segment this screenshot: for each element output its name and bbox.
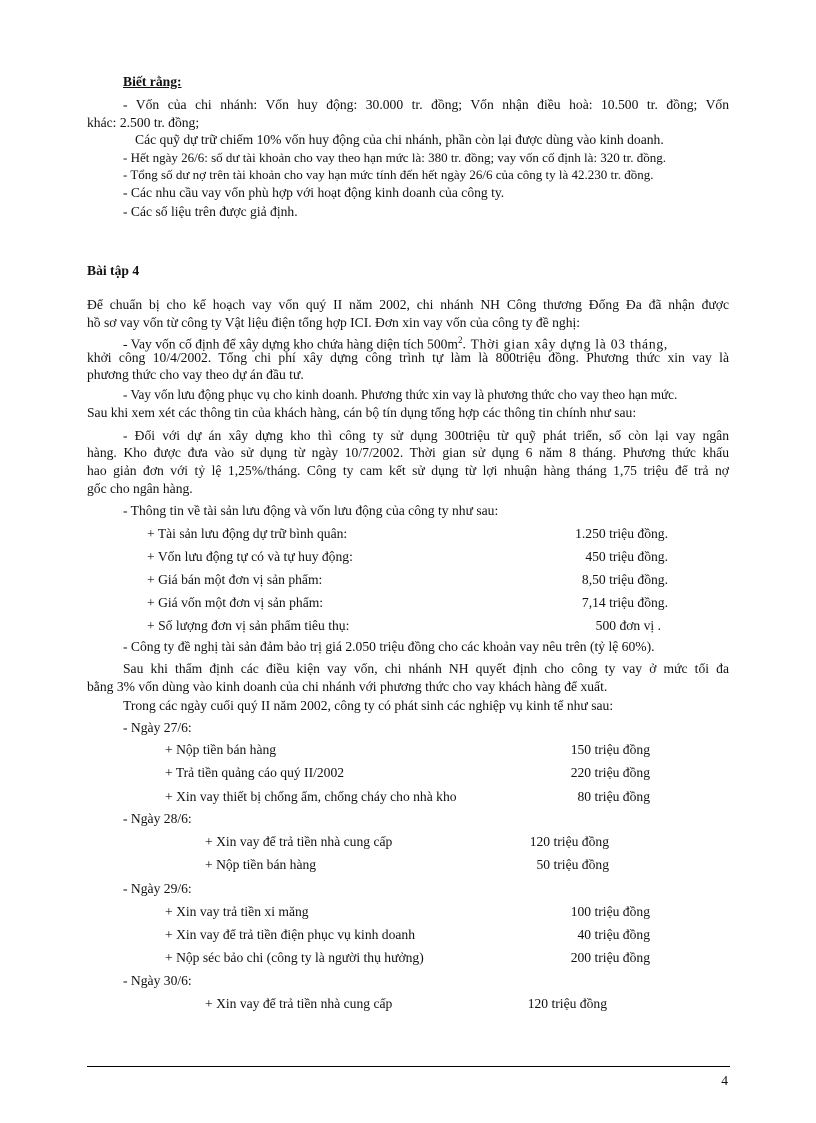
known-line: - Hết ngày 26/6: số dư tài khoản cho vay theo hạn mức là: 380 tr. đồng; vay vốn cố định là: 320 tr. đồng. — [123, 150, 667, 165]
day-label: - Ngày 29/6: — [123, 881, 192, 896]
text-part: . Thời gian xây dựng là 03 tháng, — [462, 336, 669, 352]
paragraph-line: phương thức cho vay theo dự án đầu tư. — [87, 367, 304, 382]
transaction-label: + Nộp tiền bán hàng — [205, 857, 317, 872]
transaction-label: + Xin vay để trả tiền nhà cung cấp — [205, 996, 393, 1011]
asset-value: 1.250 triệu đồng. — [575, 526, 668, 541]
transaction-label: + Xin vay thiết bị chống ẩm, chống cháy cho nhà kho — [165, 789, 457, 804]
paragraph-line: - Công ty đề nghị tài sản đảm bảo trị giá 2.050 triệu đồng cho các khoản vay nêu trên (tỷ lệ 60%). — [123, 639, 655, 654]
asset-value: 8,50 triệu đồng. — [581, 572, 668, 587]
known-line: Các quỹ dự trữ chiếm 10% vốn huy động của chi nhánh, phần còn lại được dùng vào kinh doanh. — [135, 132, 664, 147]
transaction-value: 40 triệu đồng — [577, 927, 650, 942]
paragraph-line: bằng 3% vốn dùng vào kinh doanh của chi nhánh với phương thức cho vay khách hàng để xuất. — [87, 679, 608, 694]
paragraph-line: hao giản đơn với tỷ lệ 1,25%/tháng. Công ty cam kết sử dụng từ lợi nhuận hàng tháng 1,75 triệu để trả nợ — [87, 463, 729, 478]
transaction-value: 220 triệu đồng — [570, 765, 650, 780]
transaction-label: + Trả tiền quảng cáo quý II/2002 — [165, 765, 345, 780]
known-line: - Các số liệu trên được giả định. — [123, 204, 298, 219]
paragraph-line: Trong các ngày cuối quý II năm 2002, công ty có phát sinh các nghiệp vụ kinh tế như sau: — [123, 698, 614, 713]
transaction-value: 100 triệu đồng — [570, 904, 650, 919]
paragraph-line: khởi công 10/4/2002. Tổng chi phí xây dựng công trình tự làm là 800triệu đồng. Phương thức xin vay là — [87, 350, 729, 365]
day-label: - Ngày 30/6: — [123, 973, 192, 988]
transaction-value: 80 triệu đồng — [577, 789, 650, 804]
paragraph-line: Sau khi thẩm định các điều kiện vay vốn, chi nhánh NH quyết định cho công ty vay ở mức tối đa — [123, 661, 729, 676]
asset-value: 450 triệu đồng. — [585, 549, 668, 564]
known-line: - Vốn của chi nhánh: Vốn huy động: 30.000 tr. đồng; Vốn nhận điều hoà: 10.500 tr. đồng; Vốn — [123, 97, 729, 112]
transaction-label: + Xin vay trả tiền xi măng — [165, 904, 309, 919]
paragraph-line: Để chuẩn bị cho kế hoạch vay vốn quý II năm 2002, chi nhánh NH Công thương Đống Đa đã nhận được — [87, 297, 729, 312]
exercise-title: Bài tập 4 — [87, 263, 140, 278]
transaction-label: + Nộp tiền bán hàng — [165, 742, 277, 757]
transaction-value: 120 triệu đồng — [527, 996, 607, 1011]
transaction-label: + Xin vay để trả tiền điện phục vụ kinh doanh — [165, 927, 416, 942]
paragraph-line: - Vay vốn lưu động phục vụ cho kinh doanh. Phương thức xin vay là phương thức cho vay theo hạn mức. — [123, 387, 678, 402]
paragraph-line: gốc cho ngân hàng. — [87, 481, 193, 496]
transaction-label: + Xin vay để trả tiền nhà cung cấp — [205, 834, 393, 849]
known-line: - Các nhu cầu vay vốn phù hợp với hoạt động kinh doanh của công ty. — [123, 185, 505, 200]
day-label: - Ngày 27/6: — [123, 720, 192, 735]
asset-value: 500 đơn vị . — [595, 618, 661, 633]
known-line: khác: 2.500 tr. đồng; — [87, 115, 200, 130]
asset-label: + Giá vốn một đơn vị sản phẩm: — [147, 595, 324, 610]
asset-label: + Số lượng đơn vị sản phẩm tiêu thụ: — [147, 618, 350, 633]
transaction-value: 50 triệu đồng — [536, 857, 609, 872]
asset-label: + Tài sản lưu động dự trữ bình quân: — [147, 526, 348, 541]
page-number: 4 — [721, 1073, 728, 1088]
day-label: - Ngày 28/6: — [123, 811, 192, 826]
paragraph-line: hàng. Kho được đưa vào sử dụng từ ngày 10/7/2002. Thời gian sử dụng 6 năm 8 tháng. Phương thức khấu — [87, 445, 729, 460]
transaction-value: 200 triệu đồng — [570, 950, 650, 965]
known-heading: Biết rằng: — [123, 74, 182, 89]
asset-label: + Vốn lưu động tự có và tự huy động: — [147, 549, 353, 564]
paragraph-line: Sau khi xem xét các thông tin của khách hàng, cán bộ tín dụng tổng hợp các thông tin chính như sau: — [87, 405, 637, 420]
superscript: 2 — [458, 335, 463, 345]
asset-label: + Giá bán một đơn vị sản phẩm: — [147, 572, 323, 587]
footer-rule — [87, 1066, 730, 1067]
asset-value: 7,14 triệu đồng. — [581, 595, 668, 610]
paragraph-line: - Thông tin về tài sản lưu động và vốn lưu động của công ty như sau: — [123, 503, 499, 518]
text-part: - Vay vốn cố định để xây dựng kho chứa hàng diện tích 500m — [123, 336, 459, 352]
paragraph-line: - Đối với dự án xây dựng kho thì công ty sử dụng 300triệu từ quỹ phát triển, số còn lại vay ngân — [123, 428, 729, 443]
transaction-label: + Nộp séc bảo chi (công ty là người thụ hưởng) — [165, 950, 424, 965]
paragraph-line: hồ sơ vay vốn từ công ty Vật liệu điện tổng hợp ICI. Đơn xin vay vốn của công ty đề nghị: — [87, 315, 581, 330]
transaction-value: 120 triệu đồng — [529, 834, 609, 849]
known-line: - Tổng số dư nợ trên tài khoản cho vay hạn mức tính đến hết ngày 26/6 của công ty là 42.230 tr. đồng. — [123, 167, 654, 182]
transaction-value: 150 triệu đồng — [570, 742, 650, 757]
